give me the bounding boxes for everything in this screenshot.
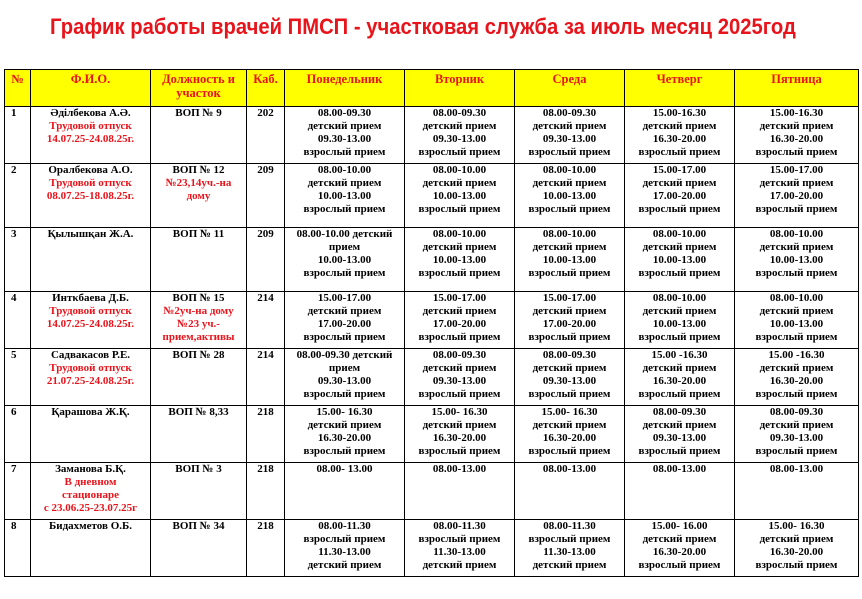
schedule-line: взрослый прием [303, 267, 386, 279]
schedule-line: взрослый прием [303, 203, 386, 215]
schedule-line: 09.30-13.00 [652, 432, 707, 444]
schedule-table [4, 69, 859, 577]
table-row [5, 520, 859, 577]
schedule-line: взрослый прием [528, 533, 611, 545]
schedule-line: прием [328, 362, 361, 374]
schedule-line: взрослый прием [638, 388, 721, 400]
schedule-line: 09.30-13.00 [317, 133, 372, 145]
row-number-cell: 1 [5, 107, 31, 164]
doctor-name-cell [31, 463, 151, 520]
position-label: ВОП № 9 [175, 107, 222, 119]
schedule-line: 16.30-20.00 [542, 432, 597, 444]
schedule-line: взрослый прием [418, 146, 501, 158]
schedule-line: взрослый прием [638, 331, 721, 343]
position-label: ВОП № 34 [172, 520, 225, 532]
schedule-line: взрослый прием [418, 331, 501, 343]
schedule-line: 08.00- 13.00 [316, 463, 373, 475]
schedule-cell-thursday [625, 463, 735, 520]
schedule-line: 08.00-10.00 [317, 164, 372, 176]
schedule-line: 11.30-13.00 [433, 546, 486, 558]
schedule-cell-tuesday [405, 520, 515, 577]
schedule-cell-monday [285, 292, 405, 349]
schedule-line: 15.00 -16.30 [651, 349, 708, 361]
header-cell-monday: Понедельник [285, 70, 405, 107]
schedule-cell-friday [735, 349, 859, 406]
schedule-cell-tuesday [405, 349, 515, 406]
schedule-line: детский прием [422, 419, 497, 431]
cabinet-cell: 209 [247, 164, 285, 228]
doctor-status-note: Трудовой отпуск [49, 362, 132, 374]
schedule-line: 15.00-17.00 [317, 292, 372, 304]
row-number-cell: 2 [5, 164, 31, 228]
schedule-cell-thursday [625, 349, 735, 406]
schedule-line: 09.30-13.00 [542, 375, 597, 387]
schedule-line: 08.00-09.30 [432, 349, 487, 361]
schedule-line: 10.00-13.00 [769, 254, 824, 266]
schedule-line: 15.00-17.00 [652, 164, 707, 176]
doctor-status-note: 14.07.25-24.08.25г. [46, 318, 135, 330]
schedule-line: взрослый прием [638, 445, 721, 457]
schedule-line: 17.00-20.00 [769, 190, 824, 202]
schedule-line: взрослый прием [755, 267, 838, 279]
schedule-line: взрослый прием [303, 445, 386, 457]
position-note: №23,14уч.-на [165, 177, 232, 189]
doctor-status-note: 14.07.25-24.08.25г. [46, 133, 135, 145]
schedule-line: 15.00- 16.30 [316, 406, 373, 418]
schedule-line: взрослый прием [303, 533, 386, 545]
schedule-cell-monday [285, 164, 405, 228]
schedule-line: 16.30-20.00 [652, 375, 707, 387]
schedule-cell-monday [285, 520, 405, 577]
schedule-line: 08.00-10.00 [652, 292, 707, 304]
schedule-line: детский прием [307, 305, 382, 317]
doctor-name: Заманова Б.Қ. [55, 463, 126, 475]
schedule-line: взрослый прием [755, 203, 838, 215]
schedule-line: 10.00-13.00 [542, 190, 597, 202]
schedule-line: 08.00-10.00 [432, 228, 487, 240]
schedule-line: 15.00-17.00 [432, 292, 487, 304]
doctor-status-note: стационаре [62, 489, 119, 501]
schedule-line: 08.00-11.30 [318, 520, 371, 532]
schedule-cell-friday [735, 228, 859, 292]
schedule-line: взрослый прием [528, 331, 611, 343]
schedule-line: 08.00-09.30 [317, 107, 372, 119]
schedule-line: 15.00 -16.30 [768, 349, 825, 361]
row-number-cell: 4 [5, 292, 31, 349]
schedule-cell-monday [285, 463, 405, 520]
schedule-line: 11.30-13.00 [318, 546, 371, 558]
position-label: ВОП № 28 [172, 349, 225, 361]
schedule-line: взрослый прием [418, 533, 501, 545]
cabinet-cell: 218 [247, 520, 285, 577]
row-number-cell: 5 [5, 349, 31, 406]
schedule-line: взрослый прием [528, 267, 611, 279]
schedule-cell-thursday [625, 292, 735, 349]
schedule-line: 10.00-13.00 [652, 254, 707, 266]
schedule-line: детский прием [642, 533, 717, 545]
header-cell-thursday: Четверг [625, 70, 735, 107]
schedule-line: взрослый прием [303, 146, 386, 158]
doctor-name: Оралбекова А.О. [48, 164, 133, 176]
schedule-cell-wednesday [515, 520, 625, 577]
table-row [5, 228, 859, 292]
table-row [5, 107, 859, 164]
schedule-line: 17.00-20.00 [317, 318, 372, 330]
schedule-line: 08.00-11.30 [543, 520, 596, 532]
table-row [5, 463, 859, 520]
schedule-line: взрослый прием [755, 331, 838, 343]
schedule-line: детский прием [759, 177, 834, 189]
schedule-line: детский прием [422, 177, 497, 189]
cabinet-cell: 218 [247, 406, 285, 463]
schedule-line: детский прием [759, 362, 834, 374]
schedule-line: 16.30-20.00 [317, 432, 372, 444]
schedule-cell-tuesday [405, 107, 515, 164]
doctor-status-note: В дневном [64, 476, 117, 488]
position-cell [151, 406, 247, 463]
schedule-line: 08.00-09.30 [432, 107, 487, 119]
schedule-line: детский прием [532, 120, 607, 132]
schedule-line: детский прием [642, 177, 717, 189]
schedule-line: детский прием [759, 120, 834, 132]
schedule-line: 08.00-09.30 [769, 406, 824, 418]
doctor-status-note: Трудовой отпуск [49, 120, 132, 132]
schedule-cell-wednesday [515, 292, 625, 349]
schedule-line: детский прием [642, 120, 717, 132]
schedule-line: 11.30-13.00 [543, 546, 596, 558]
schedule-line: 08.00-13.00 [432, 463, 487, 475]
doctor-status-note: 21.07.25-24.08.25г. [46, 375, 135, 387]
schedule-line: взрослый прием [528, 203, 611, 215]
schedule-line: взрослый прием [638, 203, 721, 215]
position-cell [151, 292, 247, 349]
doctor-name: Интκбаева Д.Б. [52, 292, 129, 304]
header-cell-cab: Каб. [247, 70, 285, 107]
schedule-line: взрослый прием [755, 388, 838, 400]
schedule-line: взрослый прием [418, 445, 501, 457]
doctor-name: Қарашова Ж.Қ. [51, 406, 130, 418]
schedule-cell-thursday [625, 164, 735, 228]
page-title: График работы врачей ПМСП - участковая служба за июль месяц 2025год [50, 14, 796, 39]
doctor-name: Бидахметов О.Б. [48, 520, 133, 532]
schedule-line: детский прием [307, 419, 382, 431]
position-cell [151, 107, 247, 164]
schedule-line: детский прием [759, 241, 834, 253]
schedule-line: 08.00-09.30 [542, 107, 597, 119]
schedule-cell-friday [735, 292, 859, 349]
position-label: ВОП № 15 [172, 292, 225, 304]
schedule-line: 17.00-20.00 [542, 318, 597, 330]
position-note: №23 уч.- [177, 318, 220, 330]
cabinet-cell: 214 [247, 292, 285, 349]
header-cell-num: № [5, 70, 31, 107]
schedule-cell-wednesday [515, 164, 625, 228]
schedule-line: 08.00-10.00 [542, 164, 597, 176]
schedule-cell-wednesday [515, 107, 625, 164]
header-cell-position: Должность и участок [151, 70, 247, 107]
schedule-line: 10.00-13.00 [432, 190, 487, 202]
schedule-line: 15.00- 16.30 [541, 406, 598, 418]
header-cell-name: Ф.И.О. [31, 70, 151, 107]
schedule-line: 17.00-20.00 [652, 190, 707, 202]
cabinet-cell: 218 [247, 463, 285, 520]
schedule-line: 15.00- 16.30 [768, 520, 825, 532]
position-note: дому [186, 190, 211, 202]
schedule-line: 08.00-13.00 [769, 463, 824, 475]
schedule-line: взрослый прием [755, 445, 838, 457]
schedule-cell-monday [285, 406, 405, 463]
table-row [5, 292, 859, 349]
schedule-line: 08.00-10.00 [769, 228, 824, 240]
row-number-cell: 3 [5, 228, 31, 292]
schedule-line: 10.00-13.00 [317, 254, 372, 266]
schedule-line: 09.30-13.00 [432, 133, 487, 145]
schedule-line: 09.30-13.00 [317, 375, 372, 387]
schedule-line: прием [328, 241, 361, 253]
schedule-cell-friday [735, 164, 859, 228]
schedule-cell-wednesday [515, 349, 625, 406]
header-cell-friday: Пятница [735, 70, 859, 107]
schedule-line: 16.30-20.00 [769, 133, 824, 145]
position-label: ВОП № 3 [175, 463, 222, 475]
schedule-line: 10.00-13.00 [432, 254, 487, 266]
table-row [5, 349, 859, 406]
doctor-status-note: Трудовой отпуск [49, 305, 132, 317]
schedule-cell-tuesday [405, 228, 515, 292]
schedule-line: взрослый прием [418, 267, 501, 279]
schedule-line: 15.00-17.00 [769, 164, 824, 176]
schedule-line: детский прием [422, 120, 497, 132]
row-number-cell: 7 [5, 463, 31, 520]
position-cell [151, 349, 247, 406]
position-note: №2уч-на дому [163, 305, 234, 317]
schedule-line: 10.00-13.00 [769, 318, 824, 330]
schedule-line: детский прием [759, 533, 834, 545]
schedule-line: детский прием [642, 241, 717, 253]
schedule-line: взрослый прием [528, 445, 611, 457]
schedule-line: 09.30-13.00 [432, 375, 487, 387]
schedule-cell-thursday [625, 406, 735, 463]
schedule-line: детский прием [532, 362, 607, 374]
cabinet-cell: 214 [247, 349, 285, 406]
doctor-status-note: 08.07.25-18.08.25г. [46, 190, 135, 202]
schedule-cell-monday [285, 349, 405, 406]
schedule-cell-thursday [625, 228, 735, 292]
header-cell-wednesday: Среда [515, 70, 625, 107]
position-label: ВОП № 12 [172, 164, 225, 176]
schedule-line: детский прием [642, 305, 717, 317]
position-cell [151, 228, 247, 292]
position-cell [151, 164, 247, 228]
row-number-cell: 6 [5, 406, 31, 463]
schedule-cell-wednesday [515, 406, 625, 463]
schedule-line: детский прием [422, 241, 497, 253]
schedule-cell-tuesday [405, 292, 515, 349]
schedule-line: 08.00-10.00 [652, 228, 707, 240]
schedule-body [5, 107, 859, 577]
schedule-line: взрослый прием [638, 267, 721, 279]
schedule-line: 08.00-09.30 [652, 406, 707, 418]
schedule-line: 10.00-13.00 [542, 254, 597, 266]
schedule-line: детский прием [532, 241, 607, 253]
schedule-line: детский прием [422, 362, 497, 374]
schedule-cell-monday [285, 228, 405, 292]
schedule-line: взрослый прием [755, 559, 838, 571]
schedule-line: детский прием [642, 419, 717, 431]
schedule-line: 15.00-16.30 [769, 107, 824, 119]
schedule-cell-friday [735, 107, 859, 164]
schedule-line: 16.30-20.00 [769, 375, 824, 387]
cabinet-cell: 209 [247, 228, 285, 292]
schedule-line: 09.30-13.00 [769, 432, 824, 444]
schedule-line: 08.00-09.30 [542, 349, 597, 361]
schedule-line: взрослый прием [303, 331, 386, 343]
schedule-cell-tuesday [405, 406, 515, 463]
schedule-line: детский прием [307, 559, 382, 571]
schedule-line: 08.00-10.00 [432, 164, 487, 176]
schedule-line: 08.00-11.30 [433, 520, 486, 532]
schedule-line: детский прием [422, 305, 497, 317]
schedule-line: 08.00-10.00 [542, 228, 597, 240]
schedule-line: 15.00-16.30 [652, 107, 707, 119]
schedule-line: детский прием [532, 177, 607, 189]
cabinet-cell: 202 [247, 107, 285, 164]
doctor-status-note: Трудовой отпуск [49, 177, 132, 189]
doctor-name-cell [31, 349, 151, 406]
schedule-line: детский прием [307, 177, 382, 189]
schedule-line: детский прием [422, 559, 497, 571]
position-label: ВОП № 11 [172, 228, 225, 240]
schedule-line: 09.30-13.00 [542, 133, 597, 145]
schedule-line: 10.00-13.00 [317, 190, 372, 202]
schedule-line: 16.30-20.00 [432, 432, 487, 444]
schedule-line: детский прием [532, 305, 607, 317]
schedule-cell-friday [735, 520, 859, 577]
schedule-line: 16.30-20.00 [652, 546, 707, 558]
row-number-cell: 8 [5, 520, 31, 577]
schedule-cell-friday [735, 406, 859, 463]
schedule-line: детский прием [642, 362, 717, 374]
position-label: ВОП № 8,33 [168, 406, 229, 418]
schedule-line: взрослый прием [755, 146, 838, 158]
schedule-line: 17.00-20.00 [432, 318, 487, 330]
doctor-status-note: с 23.06.25-23.07.25г [43, 502, 138, 514]
doctor-name: Садвакасов Р.Е. [50, 349, 131, 361]
schedule-line: взрослый прием [528, 388, 611, 400]
schedule-line: взрослый прием [528, 146, 611, 158]
schedule-line: 16.30-20.00 [652, 133, 707, 145]
schedule-line: детский прием [532, 559, 607, 571]
schedule-line: взрослый прием [638, 146, 721, 158]
schedule-line: взрослый прием [418, 388, 501, 400]
schedule-cell-thursday [625, 520, 735, 577]
schedule-line: 08.00-10.00 детский [296, 228, 393, 240]
schedule-line: 10.00-13.00 [652, 318, 707, 330]
schedule-line: 08.00-13.00 [542, 463, 597, 475]
schedule-line: 08.00-13.00 [652, 463, 707, 475]
doctor-name-cell [31, 164, 151, 228]
schedule-line: детский прием [532, 419, 607, 431]
schedule-cell-friday [735, 463, 859, 520]
schedule-line: 08.00-09.30 детский [296, 349, 393, 361]
schedule-cell-tuesday [405, 164, 515, 228]
schedule-line: взрослый прием [418, 203, 501, 215]
doctor-name-cell [31, 107, 151, 164]
schedule-cell-wednesday [515, 463, 625, 520]
schedule-line: детский прием [759, 305, 834, 317]
schedule-cell-thursday [625, 107, 735, 164]
schedule-cell-tuesday [405, 463, 515, 520]
table-row [5, 164, 859, 228]
schedule-line: 16.30-20.00 [769, 546, 824, 558]
header-row [5, 70, 859, 107]
position-cell [151, 463, 247, 520]
schedule-line: 15.00- 16.00 [651, 520, 708, 532]
schedule-line: взрослый прием [638, 559, 721, 571]
schedule-line: детский прием [307, 120, 382, 132]
doctor-name: Әділбекова А.Ә. [50, 107, 131, 119]
doctor-name-cell [31, 520, 151, 577]
position-note: прием,активы [162, 331, 235, 343]
schedule-cell-monday [285, 107, 405, 164]
header-cell-tuesday: Вторник [405, 70, 515, 107]
table-row [5, 406, 859, 463]
doctor-name-cell [31, 406, 151, 463]
doctor-name: Қылышқан Ж.А. [47, 228, 134, 240]
schedule-line: 15.00- 16.30 [431, 406, 488, 418]
schedule-line: 08.00-10.00 [769, 292, 824, 304]
schedule-line: взрослый прием [303, 388, 386, 400]
position-cell [151, 520, 247, 577]
schedule-line: детский прием [759, 419, 834, 431]
doctor-name-cell [31, 228, 151, 292]
schedule-cell-wednesday [515, 228, 625, 292]
doctor-name-cell [31, 292, 151, 349]
schedule-line: 15.00-17.00 [542, 292, 597, 304]
